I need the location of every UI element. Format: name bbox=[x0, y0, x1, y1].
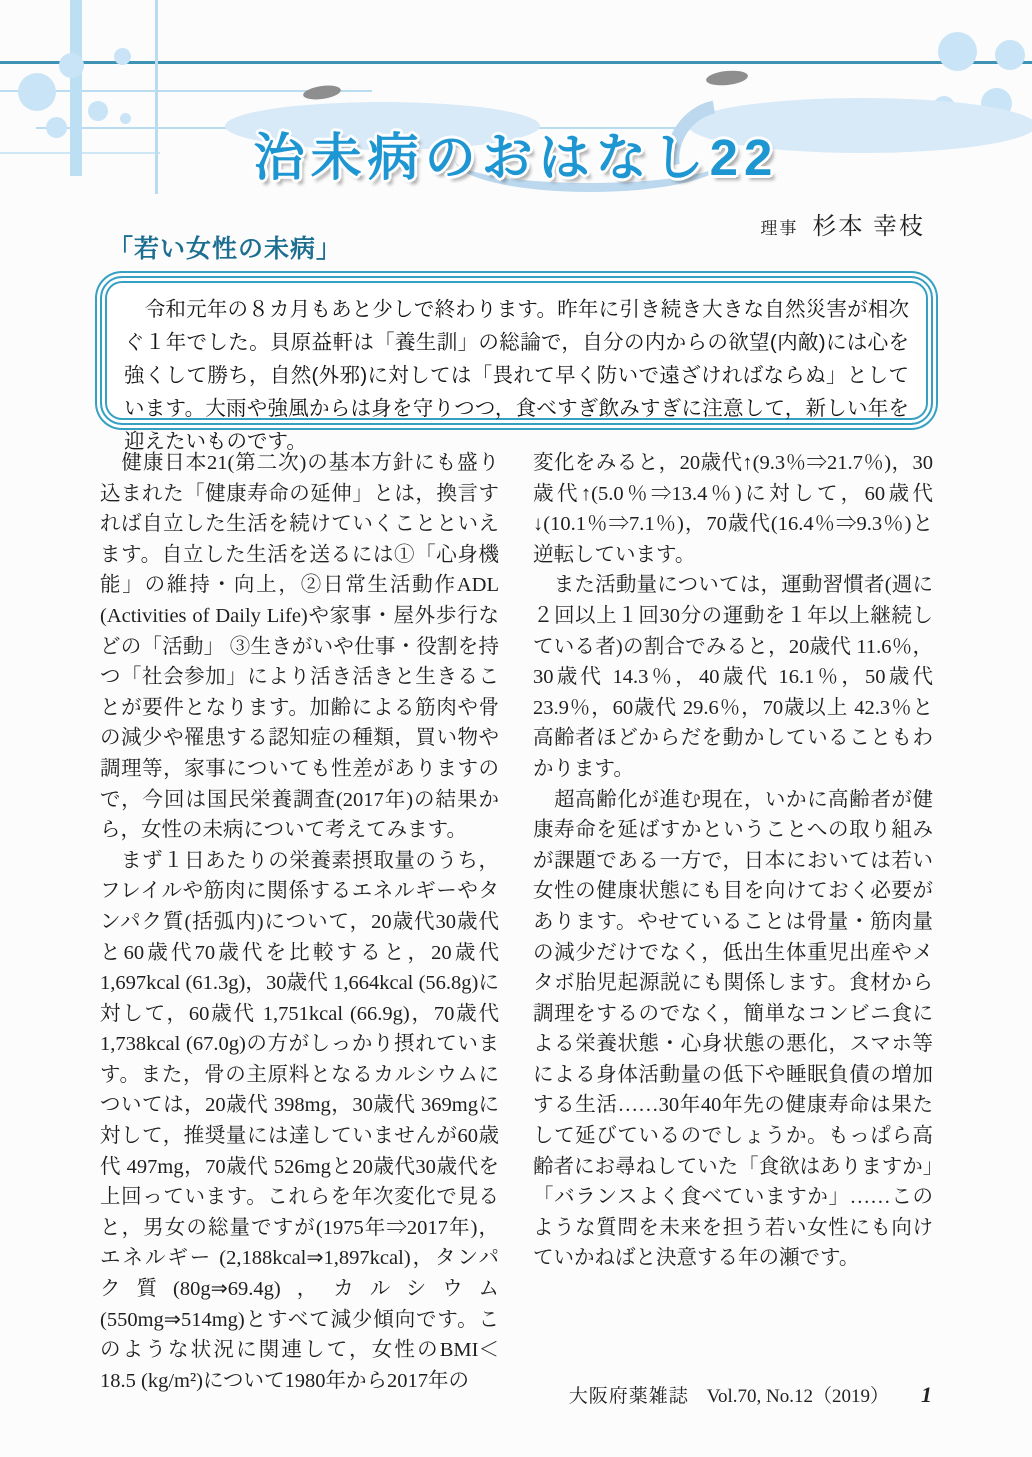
stone-icon bbox=[302, 83, 341, 101]
body-paragraph: また活動量については，運動習慣者(週に２回以上１回30分の運動を１年以上継続している者)の割合でみると，20歳代 11.6％，30歳代 14.3％，40歳代 16.1％，50歳代 23.9％，60歳代 29.6％，70歳以上 42.3％と高齢者ほどからだを動かしていることもわかります。 bbox=[533, 574, 933, 780]
author-name: 杉本 幸枝 bbox=[812, 213, 925, 240]
bubble-icon bbox=[18, 73, 56, 111]
author-line bbox=[760, 206, 925, 241]
body-column-left bbox=[100, 448, 499, 1396]
stone-icon bbox=[705, 69, 748, 87]
issue-info: Vol.70, No.12（2019） bbox=[706, 1386, 889, 1407]
body-paragraph: 健康日本21(第二次)の基本方針にも盛り込まれた「健康寿命の延伸」とは，換言すれば自立した生活を続けていくことといえます。自立した生活を送るには①「心身機能」の維持・向上，②日常生活動作ADL (Activities of Daily Life)や家事・屋外歩行などの「活動」 ③生きがいや仕事・役割を持つ「社会参加」により活き活きと生きることが要件となります。加齢による筋肉や骨の減少や罹患する認知症の種類，買い物や調理等，家事についても性差がありますので，今回は国民栄養調査(2017年)の結果から，女性の未病について考えてみます。 bbox=[100, 452, 499, 842]
bubble-icon bbox=[995, 40, 1025, 70]
intro-box bbox=[100, 276, 933, 453]
bubble-icon bbox=[938, 32, 977, 71]
page-number: 1 bbox=[921, 1382, 932, 1407]
bubble-icon bbox=[114, 48, 131, 65]
body-paragraph: 変化をみると，20歳代↑(9.3％⇒21.7％)，30歳代↑(5.0％⇒13.4％)に対して，60歳代↓(10.1％⇒7.1％)，70歳代(16.4％⇒9.3％)と逆転しています。 bbox=[533, 452, 933, 566]
body-paragraph: まず１日あたりの栄養素摂取量のうち，フレイルや筋肉に関係するエネルギーやタンパク質(括弧内)について，20歳代30歳代と60歳代70歳代を比較すると，20歳代 1,697kcal (61.3g)，30歳代 1,664kcal (56.8g)に対して，60歳代 1,751kcal (66.9g)，70歳代 1,738kcal (67.0g)の方がしっかり摂れています。また，骨の主原料となるカルシウムについては，20歳代 398mg，30歳代 369mgに対して，推奨量には達していませんが60歳代 497mg，70歳代 526mgと20歳代30歳代を上回っています。これらを年次変化で見ると，男女の総量ですが(1975年⇒2017年)，エネルギー (2,188kcal⇒1,897kcal)，タンパク質(80g⇒69.4g)，カルシウム(550mg⇒514mg)とすべて減少傾向です。このような状況に関連して，女性のBMI＜18.5 (kg/m²)について1980年から2017年の bbox=[100, 849, 499, 1392]
body-paragraph: 超高齢化が進む現在，いかに高齢者が健康寿命を延ばすかということへの取り組みが課題である一方で，日本においては若い女性の健康状態にも目を向けておく必要があります。やせていることは骨量・筋肉量の減少だけでなく，低出生体重児出産やメタボ胎児起源説にも関係します。食材から調理をするのでなく，簡単なコンビニ食による栄養状態・心身状態の悪化，スマホ等による身体活動量の低下や睡眠負債の増加する生活……30年40年先の健康寿命は果たして延びているのでしょうか。もっぱら高齢者にお尋ねしていた「食欲はありますか」「バランスよく食べていますか」……このような質問を未来を担う若い女性にも向けていかねばと決意する年の瀬です。 bbox=[533, 788, 933, 1270]
article-title: 治未病のおはなし22 bbox=[253, 129, 779, 186]
bubble-icon bbox=[59, 53, 84, 78]
section-heading: 「若い女性の未病」 bbox=[108, 236, 343, 263]
page-footer bbox=[569, 1381, 932, 1408]
intro-text: 令和元年の８カ月もあと少しで終わります。昨年に引き続き大きな自然災害が相次ぐ１年でした。貝原益軒は「養生訓」の総論で，自分の内からの欲望(内敵)には心を強くして勝ち，自然(外邪)に対しては「畏れて早く防いで遠ざければならぬ」としています。大雨や強風からは身を守りつつ，食べすぎ飲みすぎに注意して，新しい年を迎えたいものです。 bbox=[124, 298, 909, 453]
author-role: 理事 bbox=[760, 219, 799, 238]
journal-name: 大阪府薬雑誌 bbox=[568, 1386, 689, 1407]
body-column-right bbox=[533, 448, 933, 1274]
